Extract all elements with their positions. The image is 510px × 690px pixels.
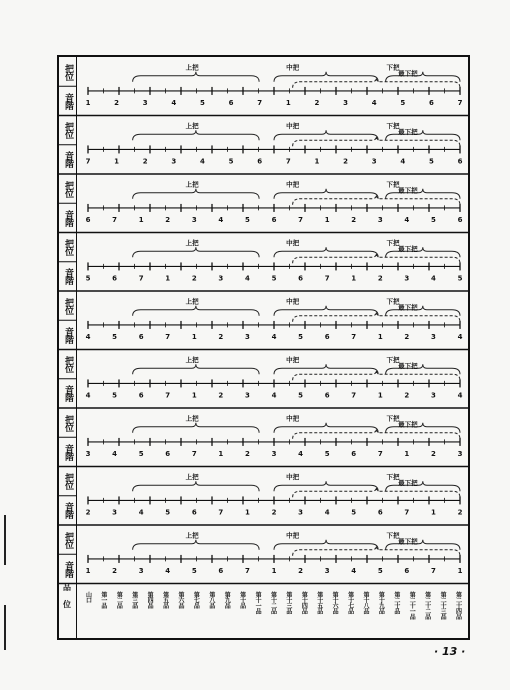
- scale-note: 3: [85, 449, 91, 458]
- position-label: 把位: [63, 356, 73, 373]
- scale-note: 3: [324, 566, 330, 575]
- scale-note: 1: [404, 449, 410, 458]
- position-name: 最下把: [398, 362, 418, 371]
- scale-note: 4: [457, 332, 463, 341]
- scale-note: 6: [191, 508, 197, 517]
- position-bracket: [133, 130, 259, 140]
- scale-note: 6: [112, 274, 118, 283]
- position-name: 下把: [386, 356, 400, 365]
- fret-name: 山口: [84, 591, 92, 603]
- scale-note: 5: [377, 566, 383, 575]
- position-name: 中把: [286, 297, 300, 306]
- position-name: 中把: [286, 239, 300, 248]
- binding-mark: [4, 605, 6, 650]
- scale-note: 1: [377, 391, 383, 400]
- fret-header-wei: 位: [63, 600, 71, 609]
- scale-note: 1: [218, 449, 224, 458]
- position-label: 把位: [63, 122, 73, 139]
- fret-name: 第十九品: [377, 591, 385, 614]
- position-name: 中把: [286, 473, 300, 482]
- position-bracket: [293, 546, 460, 556]
- scale-note: 1: [324, 215, 330, 224]
- scale-note: 3: [343, 98, 348, 107]
- position-name: 中把: [286, 531, 300, 540]
- scale-note: 5: [324, 449, 330, 458]
- fret-name: 第三品: [130, 591, 138, 608]
- position-bracket: [386, 247, 460, 257]
- scale-note: 2: [377, 274, 383, 283]
- fret-header: [60, 582, 74, 610]
- position-bracket: [293, 429, 460, 439]
- fret-name: 第一品: [99, 591, 107, 608]
- scale-note: 4: [271, 332, 277, 341]
- scale-note: 6: [404, 566, 410, 575]
- fret-name: 第十八品: [362, 591, 369, 614]
- scale-note: 4: [85, 332, 91, 341]
- scale-note: 3: [142, 98, 148, 107]
- position-name: 上把: [185, 180, 199, 189]
- scale-note: 7: [165, 391, 171, 400]
- position-name: 最下把: [398, 420, 418, 429]
- position-name: 上把: [185, 63, 199, 72]
- scale-note: 5: [165, 508, 171, 517]
- scale-note: 5: [138, 449, 144, 458]
- scale-note: 1: [430, 508, 436, 517]
- position-bracket: [274, 189, 378, 199]
- scale-note: 7: [191, 449, 197, 458]
- scale-note: 2: [430, 449, 436, 458]
- position-bracket: [274, 540, 378, 550]
- position-label: 把位: [63, 239, 73, 256]
- scale-note: 5: [428, 157, 434, 166]
- position-bracket: [133, 72, 259, 82]
- fret-name: 第九品: [223, 591, 231, 608]
- scale-note: 5: [271, 274, 277, 283]
- scale-label: 音階: [63, 151, 73, 168]
- scale-label: 音階: [63, 209, 73, 226]
- fret-name: 第四品: [146, 591, 154, 608]
- scale-note: 2: [114, 98, 120, 107]
- position-name: 中把: [286, 356, 300, 365]
- scale-note: 5: [351, 508, 357, 517]
- scale-note: 1: [114, 157, 120, 166]
- scale-note: 6: [138, 391, 144, 400]
- scale-note: 1: [191, 332, 197, 341]
- scale-note: 3: [404, 274, 410, 283]
- position-name: 下把: [386, 239, 400, 248]
- scale-note: 7: [457, 98, 463, 107]
- scale-note: 6: [271, 215, 277, 224]
- scale-note: 3: [191, 215, 197, 224]
- scale-note: 3: [138, 566, 144, 575]
- scale-note: 7: [404, 508, 410, 517]
- scale-label: 音階: [63, 443, 73, 460]
- scale-label: 音階: [63, 385, 73, 402]
- scale-note: 2: [351, 215, 357, 224]
- scale-note: 2: [314, 98, 320, 107]
- position-bracket: [386, 306, 460, 316]
- scale-note: 5: [298, 391, 304, 400]
- fret-name: 第十四品: [300, 591, 308, 614]
- position-name: 最下把: [398, 186, 418, 195]
- scale-note: 2: [404, 391, 410, 400]
- position-name: 上把: [185, 473, 199, 482]
- position-bracket: [133, 481, 259, 491]
- position-name: 最下把: [398, 479, 418, 488]
- scale-note: 5: [457, 274, 463, 283]
- scale-note: 7: [351, 332, 357, 341]
- scale-note: 3: [244, 391, 250, 400]
- position-name: 下把: [386, 531, 400, 540]
- scale-note: 2: [271, 508, 277, 517]
- position-bracket: [133, 540, 259, 550]
- scale-note: 4: [112, 449, 118, 458]
- fret-name: 第二品: [115, 591, 123, 608]
- scale-note: 1: [85, 566, 91, 575]
- scale-note: 6: [218, 566, 224, 575]
- scale-note: 3: [457, 449, 463, 458]
- position-name: 最下把: [398, 303, 418, 312]
- scale-note: 2: [191, 274, 197, 283]
- position-bracket: [386, 72, 460, 82]
- scale-note: 2: [85, 508, 91, 517]
- scale-note: 4: [404, 215, 410, 224]
- position-bracket: [274, 364, 378, 374]
- scale-note: 7: [85, 157, 91, 166]
- fret-name: 第十品: [238, 591, 246, 608]
- scale-note: 2: [343, 157, 348, 166]
- position-name: 上把: [185, 531, 199, 540]
- scale-note: 4: [271, 391, 277, 400]
- scale-note: 1: [138, 215, 144, 224]
- scale-note: 3: [430, 332, 436, 341]
- scale-note: 1: [244, 508, 250, 517]
- position-name: 下把: [386, 63, 400, 72]
- scale-note: 3: [271, 449, 277, 458]
- scale-label: 音階: [63, 92, 73, 109]
- fret-name: 第十二品: [269, 591, 277, 614]
- position-bracket: [274, 423, 378, 433]
- fret-name: 第十六品: [331, 591, 339, 614]
- scale-note: 5: [191, 566, 197, 575]
- scale-note: 5: [85, 274, 91, 283]
- position-name: 下把: [386, 122, 400, 131]
- position-bracket: [293, 78, 460, 88]
- fret-name: 第二十四品: [454, 591, 462, 619]
- scale-note: 7: [257, 98, 263, 107]
- fret-name: 第十七品: [346, 591, 354, 614]
- position-name: 最下把: [398, 69, 418, 78]
- scale-note: 6: [138, 332, 144, 341]
- scale-note: 2: [142, 157, 148, 166]
- scale-note: 1: [377, 332, 383, 341]
- position-name: 最下把: [398, 537, 418, 546]
- position-bracket: [293, 487, 460, 497]
- scale-note: 5: [244, 215, 250, 224]
- position-name: 中把: [286, 63, 300, 72]
- scale-label: 音階: [63, 268, 73, 285]
- position-name: 最下把: [398, 128, 418, 137]
- position-name: 下把: [386, 414, 400, 423]
- scale-note: 6: [457, 215, 463, 224]
- scale-note: 1: [314, 157, 320, 166]
- scale-note: 6: [324, 332, 330, 341]
- position-bracket: [386, 540, 460, 550]
- fret-name: 第十五品: [315, 591, 323, 614]
- scale-note: 4: [165, 566, 171, 575]
- scale-note: 5: [228, 157, 234, 166]
- position-bracket: [293, 136, 460, 146]
- scale-note: 6: [457, 157, 463, 166]
- scale-note: 1: [191, 391, 197, 400]
- scale-note: 6: [324, 391, 330, 400]
- position-bracket: [386, 130, 460, 140]
- page-number: · 13 ·: [434, 645, 466, 658]
- position-bracket: [293, 370, 460, 380]
- position-label: 把位: [63, 297, 73, 314]
- position-bracket: [386, 364, 460, 374]
- scale-note: 7: [377, 449, 383, 458]
- scale-note: 5: [430, 215, 436, 224]
- position-bracket: [293, 195, 460, 205]
- position-name: 上把: [185, 414, 199, 423]
- scale-note: 5: [112, 332, 118, 341]
- fret-name: 第十一品: [254, 591, 262, 614]
- scale-note: 2: [298, 566, 304, 575]
- scale-note: 3: [244, 332, 250, 341]
- position-bracket: [386, 189, 460, 199]
- scale-note: 6: [257, 157, 263, 166]
- scale-note: 3: [430, 391, 436, 400]
- scale-note: 6: [165, 449, 171, 458]
- scale-note: 4: [138, 508, 144, 517]
- scale-note: 3: [112, 508, 118, 517]
- scale-note: 4: [430, 274, 436, 283]
- scale-note: 5: [200, 98, 205, 107]
- scale-note: 6: [428, 98, 434, 107]
- position-name: 下把: [386, 180, 400, 189]
- scale-note: 3: [371, 157, 377, 166]
- fret-name: 第五品: [161, 591, 169, 608]
- position-bracket: [133, 306, 259, 316]
- scale-label: 音階: [63, 560, 73, 577]
- scale-note: 6: [85, 215, 91, 224]
- scale-note: 1: [457, 566, 463, 575]
- fret-name: 第二十品: [392, 591, 400, 614]
- scale-note: 7: [285, 157, 291, 166]
- scale-note: 6: [351, 449, 357, 458]
- position-bracket: [274, 72, 378, 82]
- fret-name: 第六品: [177, 591, 184, 608]
- scale-note: 7: [244, 566, 250, 575]
- fret-name: 第八品: [207, 591, 215, 608]
- scale-note: 7: [218, 508, 224, 517]
- position-name: 上把: [185, 239, 199, 248]
- scale-note: 4: [244, 274, 250, 283]
- scale-note: 2: [457, 508, 463, 517]
- position-bracket: [293, 253, 460, 263]
- scale-note: 4: [218, 215, 224, 224]
- scale-note: 1: [285, 98, 291, 107]
- scale-note: 4: [324, 508, 330, 517]
- position-label: 把位: [63, 531, 73, 548]
- scale-note: 7: [298, 215, 304, 224]
- position-bracket: [274, 130, 378, 140]
- scale-note: 4: [351, 566, 357, 575]
- scale-note: 4: [200, 157, 205, 166]
- position-bracket: [133, 247, 259, 257]
- position-label: 把位: [63, 180, 73, 197]
- scale-note: 2: [218, 332, 224, 341]
- binding-mark: [4, 515, 6, 565]
- scale-label: 音階: [63, 326, 73, 343]
- scale-note: 5: [298, 332, 304, 341]
- scale-note: 4: [171, 98, 177, 107]
- scale-note: 2: [244, 449, 250, 458]
- position-name: 下把: [386, 297, 400, 306]
- scale-label: 音階: [63, 502, 73, 519]
- scale-note: 1: [271, 566, 277, 575]
- scale-note: 4: [371, 98, 377, 107]
- position-label: 把位: [63, 473, 73, 490]
- scale-note: 5: [400, 98, 406, 107]
- fret-header-pin: 品: [63, 583, 71, 592]
- position-bracket: [133, 423, 259, 433]
- scale-note: 2: [112, 566, 118, 575]
- scale-note: 3: [171, 157, 177, 166]
- position-bracket: [133, 189, 259, 199]
- scale-note: 3: [298, 508, 304, 517]
- position-name: 中把: [286, 122, 300, 131]
- scale-note: 3: [377, 215, 383, 224]
- position-bracket: [386, 481, 460, 491]
- position-label: 把位: [63, 63, 73, 80]
- fret-name: 第二十二品: [423, 591, 431, 619]
- scale-note: 7: [112, 215, 118, 224]
- position-name: 最下把: [398, 245, 418, 254]
- position-bracket: [293, 312, 460, 322]
- scale-note: 4: [400, 157, 406, 166]
- position-bracket: [274, 481, 378, 491]
- scale-note: 1: [165, 274, 171, 283]
- fret-name: 第七品: [192, 591, 200, 608]
- scale-note: 6: [298, 274, 304, 283]
- position-name: 上把: [185, 356, 199, 365]
- position-bracket: [274, 306, 378, 316]
- scale-note: 7: [430, 566, 436, 575]
- scale-note: 2: [404, 332, 410, 341]
- scale-note: 6: [228, 98, 234, 107]
- fret-name: 第二十一品: [408, 591, 416, 619]
- position-name: 中把: [286, 180, 300, 189]
- scale-note: 7: [324, 274, 330, 283]
- scale-note: 4: [457, 391, 463, 400]
- scale-note: 7: [351, 391, 357, 400]
- fret-name: 第二十三品: [439, 591, 447, 619]
- position-name: 上把: [185, 122, 199, 131]
- position-name: 下把: [386, 473, 400, 482]
- position-bracket: [133, 364, 259, 374]
- scale-note: 1: [351, 274, 357, 283]
- scale-note: 3: [218, 274, 224, 283]
- position-label: 把位: [63, 414, 73, 431]
- fret-name: 第十三品: [284, 591, 292, 614]
- scale-note: 6: [377, 508, 383, 517]
- scale-note: 2: [218, 391, 224, 400]
- scale-note: 4: [298, 449, 304, 458]
- scale-note: 7: [138, 274, 144, 283]
- scale-note: 1: [85, 98, 91, 107]
- position-name: 中把: [286, 414, 300, 423]
- position-bracket: [274, 247, 378, 257]
- position-name: 上把: [185, 297, 199, 306]
- scale-note: 5: [112, 391, 118, 400]
- scale-note: 2: [165, 215, 171, 224]
- scale-note: 4: [85, 391, 91, 400]
- position-bracket: [386, 423, 460, 433]
- scale-note: 7: [165, 332, 171, 341]
